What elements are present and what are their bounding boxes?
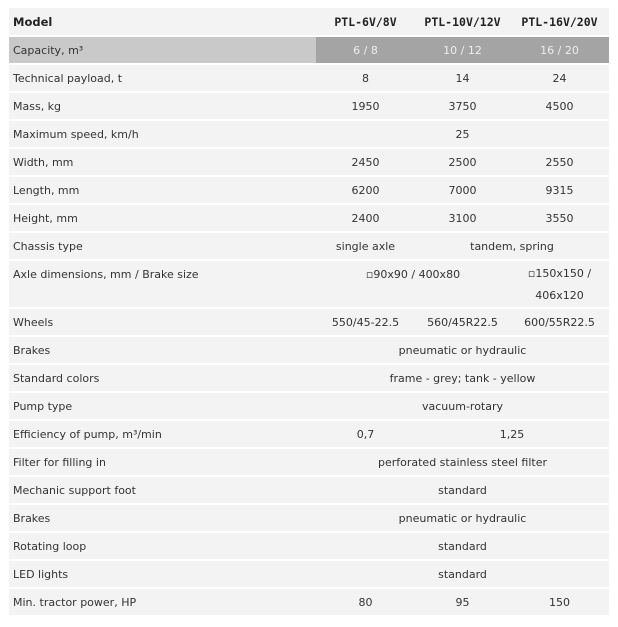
header-row bbox=[9, 8, 609, 36]
payload-3: 24 bbox=[552, 71, 567, 85]
row-mass bbox=[9, 92, 609, 120]
speed-value: 25 bbox=[455, 127, 470, 141]
length-1: 6200 bbox=[351, 183, 380, 197]
label-width: Width, mm bbox=[13, 155, 74, 169]
mass-3: 4500 bbox=[545, 99, 574, 113]
mass-1: 1950 bbox=[351, 99, 380, 113]
axle-12: ▫90x90 / 400x80 bbox=[365, 268, 461, 281]
loop-value: standard bbox=[438, 539, 487, 553]
label-foot: Mechanic support foot bbox=[13, 483, 136, 497]
axle-3: ▫150x150 / 406x120 bbox=[527, 267, 592, 302]
filter-value: perforated stainless steel filter bbox=[377, 455, 547, 469]
capacity-1: 6 / 8 bbox=[316, 36, 415, 64]
tractor-3: 150 bbox=[549, 595, 570, 609]
payload-2: 14 bbox=[455, 71, 470, 85]
row-pump bbox=[9, 392, 609, 420]
colors-value: frame - grey; tank - yellow bbox=[389, 371, 536, 385]
row-payload bbox=[9, 64, 609, 92]
width-3: 2550 bbox=[545, 155, 574, 169]
brakes-2-value: pneumatic or hydraulic bbox=[398, 511, 527, 525]
label-pump: Pump type bbox=[13, 399, 73, 413]
height-2: 3100 bbox=[448, 211, 477, 225]
label-brakes-2: Brakes bbox=[13, 511, 51, 525]
label-mass: Mass, kg bbox=[13, 99, 62, 113]
header-model: Model bbox=[13, 14, 53, 29]
header-model-1: PTL-6V/8V bbox=[334, 14, 397, 29]
label-length: Length, mm bbox=[13, 183, 80, 197]
spec-table bbox=[9, 8, 609, 617]
header-model-3: PTL-16V/20V bbox=[521, 14, 598, 29]
chassis-1: single axle bbox=[335, 239, 396, 253]
row-chassis bbox=[9, 232, 609, 260]
tractor-2: 95 bbox=[455, 595, 470, 609]
row-tractor bbox=[9, 588, 609, 616]
mass-2: 3750 bbox=[448, 99, 477, 113]
led-value: standard bbox=[438, 567, 487, 581]
label-height: Height, mm bbox=[13, 211, 78, 225]
height-3: 3550 bbox=[545, 211, 574, 225]
row-length bbox=[9, 176, 609, 204]
efficiency-23: 1,25 bbox=[499, 427, 525, 441]
row-efficiency bbox=[9, 420, 609, 448]
payload-1: 8 bbox=[362, 71, 369, 85]
label-loop: Rotating loop bbox=[13, 539, 87, 553]
row-colors bbox=[9, 364, 609, 392]
row-axle bbox=[9, 260, 609, 308]
wheels-3: 600/55R22.5 bbox=[524, 315, 595, 329]
label-chassis: Chassis type bbox=[13, 239, 83, 253]
width-1: 2450 bbox=[351, 155, 380, 169]
capacity-2: 10 / 12 bbox=[415, 36, 510, 64]
label-axle: Axle dimensions, mm / Brake size bbox=[13, 268, 199, 281]
row-wheels bbox=[9, 308, 609, 336]
efficiency-1: 0,7 bbox=[356, 427, 375, 441]
label-wheels: Wheels bbox=[13, 315, 54, 329]
width-2: 2500 bbox=[448, 155, 477, 169]
capacity-3: 16 / 20 bbox=[510, 36, 609, 64]
row-height bbox=[9, 204, 609, 232]
row-speed bbox=[9, 120, 609, 148]
label-payload: Technical payload, t bbox=[13, 71, 123, 85]
label-speed: Maximum speed, km/h bbox=[13, 127, 139, 141]
row-foot bbox=[9, 476, 609, 504]
label-led: LED lights bbox=[13, 567, 69, 581]
length-3: 9315 bbox=[545, 183, 574, 197]
row-capacity bbox=[9, 36, 609, 64]
row-brakes-2 bbox=[9, 504, 609, 532]
height-1: 2400 bbox=[351, 211, 380, 225]
label-brakes: Brakes bbox=[13, 343, 51, 357]
label-tractor: Min. tractor power, HP bbox=[13, 595, 137, 609]
length-2: 7000 bbox=[448, 183, 477, 197]
label-capacity: Capacity, m³ bbox=[9, 36, 316, 64]
row-led bbox=[9, 560, 609, 588]
wheels-2: 560/45R22.5 bbox=[427, 315, 498, 329]
row-brakes bbox=[9, 336, 609, 364]
row-loop bbox=[9, 532, 609, 560]
header-model-2: PTL-10V/12V bbox=[424, 14, 501, 29]
row-width bbox=[9, 148, 609, 176]
chassis-23: tandem, spring bbox=[470, 239, 554, 253]
pump-value: vacuum-rotary bbox=[421, 399, 504, 413]
foot-value: standard bbox=[438, 483, 487, 497]
tractor-1: 80 bbox=[358, 595, 373, 609]
label-colors: Standard colors bbox=[13, 371, 100, 385]
row-filter bbox=[9, 448, 609, 476]
label-efficiency: Efficiency of pump, m³/min bbox=[13, 427, 162, 441]
wheels-1: 550/45-22.5 bbox=[331, 315, 400, 329]
brakes-value: pneumatic or hydraulic bbox=[398, 343, 527, 357]
label-filter: Filter for filling in bbox=[13, 455, 106, 469]
